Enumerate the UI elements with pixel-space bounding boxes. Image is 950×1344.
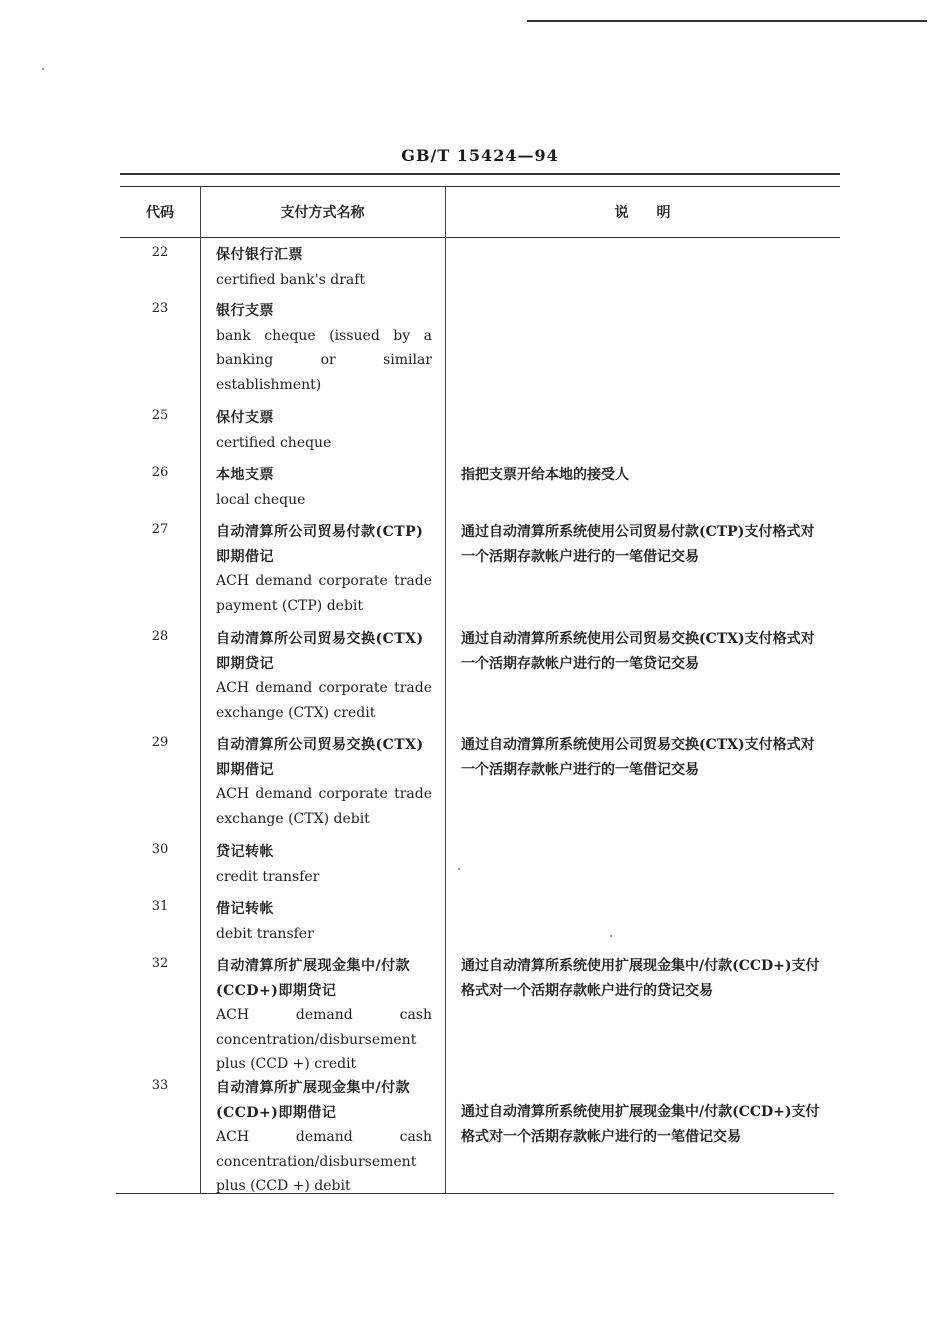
- header-name: 支付方式名称: [280, 205, 365, 221]
- row-description: 通过自动清算所系统使用扩展现金集中/付款(CCD+)支付格式对一个活期存款帐户进行的一笔借记交易: [461, 1104, 820, 1145]
- row-code: 32: [151, 956, 169, 971]
- name-en: local cheque: [216, 491, 306, 508]
- standard-number: GB/T 15424—94: [401, 146, 559, 165]
- row-code: 22: [151, 245, 169, 260]
- row-code: 26: [151, 465, 169, 480]
- row-name: [216, 299, 432, 397]
- name-zh: 自动清算所公司贸易交换(CTX)即期借记: [216, 737, 424, 778]
- name-en: ACH demand corporate trade payment (CTP) debit: [216, 573, 432, 614]
- row-description: 通过自动清算所系统使用公司贸易交换(CTX)支付格式对一个活期存款帐户进行的一笔贷记交易: [461, 631, 815, 672]
- row-name: [216, 897, 432, 946]
- row-name: [216, 520, 432, 618]
- column-divider-1: [200, 186, 201, 1194]
- row-name: [216, 733, 432, 831]
- row-description: 通过自动清算所系统使用公司贸易付款(CTP)支付格式对一个活期存款帐户进行的一笔借记交易: [461, 524, 815, 565]
- name-en: debit transfer: [216, 925, 314, 942]
- name-en: ACH demand corporate trade exchange (CTX) credit: [216, 680, 432, 721]
- row-name: [216, 954, 432, 1077]
- row-code: 25: [151, 408, 169, 423]
- name-en: certified cheque: [216, 434, 332, 451]
- header-code: 代码: [146, 205, 174, 221]
- row-code: 23: [151, 301, 169, 316]
- name-zh: 自动清算所扩展现金集中/付款(CCD+)即期贷记: [216, 958, 411, 999]
- scan-speck: [42, 68, 44, 70]
- name-en: ACH demand corporate trade exchange (CTX) debit: [216, 786, 432, 827]
- row-name: [216, 1076, 432, 1199]
- name-en: ACH demand cash concentration/disbursement plus (CCD +) credit: [216, 1007, 432, 1072]
- row-description: 通过自动清算所系统使用扩展现金集中/付款(CCD+)支付格式对一个活期存款帐户进行的贷记交易: [461, 958, 820, 999]
- row-code: 30: [151, 842, 169, 857]
- scan-speck: [610, 935, 612, 937]
- row-name: [216, 406, 432, 455]
- column-divider-2: [445, 186, 446, 1194]
- name-zh: 保付支票: [216, 410, 274, 426]
- row-code: 33: [151, 1078, 169, 1093]
- row-name: [216, 243, 432, 292]
- name-zh: 本地支票: [216, 467, 274, 483]
- row-code: 29: [151, 735, 169, 750]
- name-en: certified bank's draft: [216, 271, 366, 288]
- name-zh: 银行支票: [216, 303, 274, 319]
- name-en: bank cheque (issued by a banking or similar establishment): [216, 327, 432, 393]
- name-zh: 自动清算所公司贸易交换(CTX)即期贷记: [216, 631, 424, 672]
- row-code: 31: [151, 899, 169, 914]
- name-zh: 自动清算所公司贸易付款(CTP)即期借记: [216, 524, 424, 565]
- table-top-rule: [120, 173, 840, 175]
- name-zh: 借记转帐: [216, 901, 274, 917]
- top-margin-rule: [527, 20, 927, 22]
- row-name: [216, 627, 432, 725]
- row-description: 通过自动清算所系统使用公司贸易交换(CTX)支付格式对一个活期存款帐户进行的一笔借记交易: [461, 737, 815, 778]
- header-bottom-rule: [120, 237, 840, 238]
- name-zh: 自动清算所扩展现金集中/付款(CCD+)即期借记: [216, 1080, 411, 1121]
- row-name: [216, 463, 432, 512]
- name-en: credit transfer: [216, 868, 320, 885]
- row-name: [216, 840, 432, 889]
- table-top-rule-thin: [120, 186, 840, 187]
- scan-speck: [458, 868, 460, 870]
- name-zh: 贷记转帐: [216, 844, 274, 860]
- name-zh: 保付银行汇票: [216, 247, 303, 263]
- row-code: 27: [151, 522, 169, 537]
- header-description: 说 明: [614, 205, 671, 221]
- row-description: 指把支票开给本地的接受人: [461, 467, 629, 483]
- row-code: 28: [151, 629, 169, 644]
- name-en: ACH demand cash concentration/disbursement plus (CCD +) debit: [216, 1129, 432, 1194]
